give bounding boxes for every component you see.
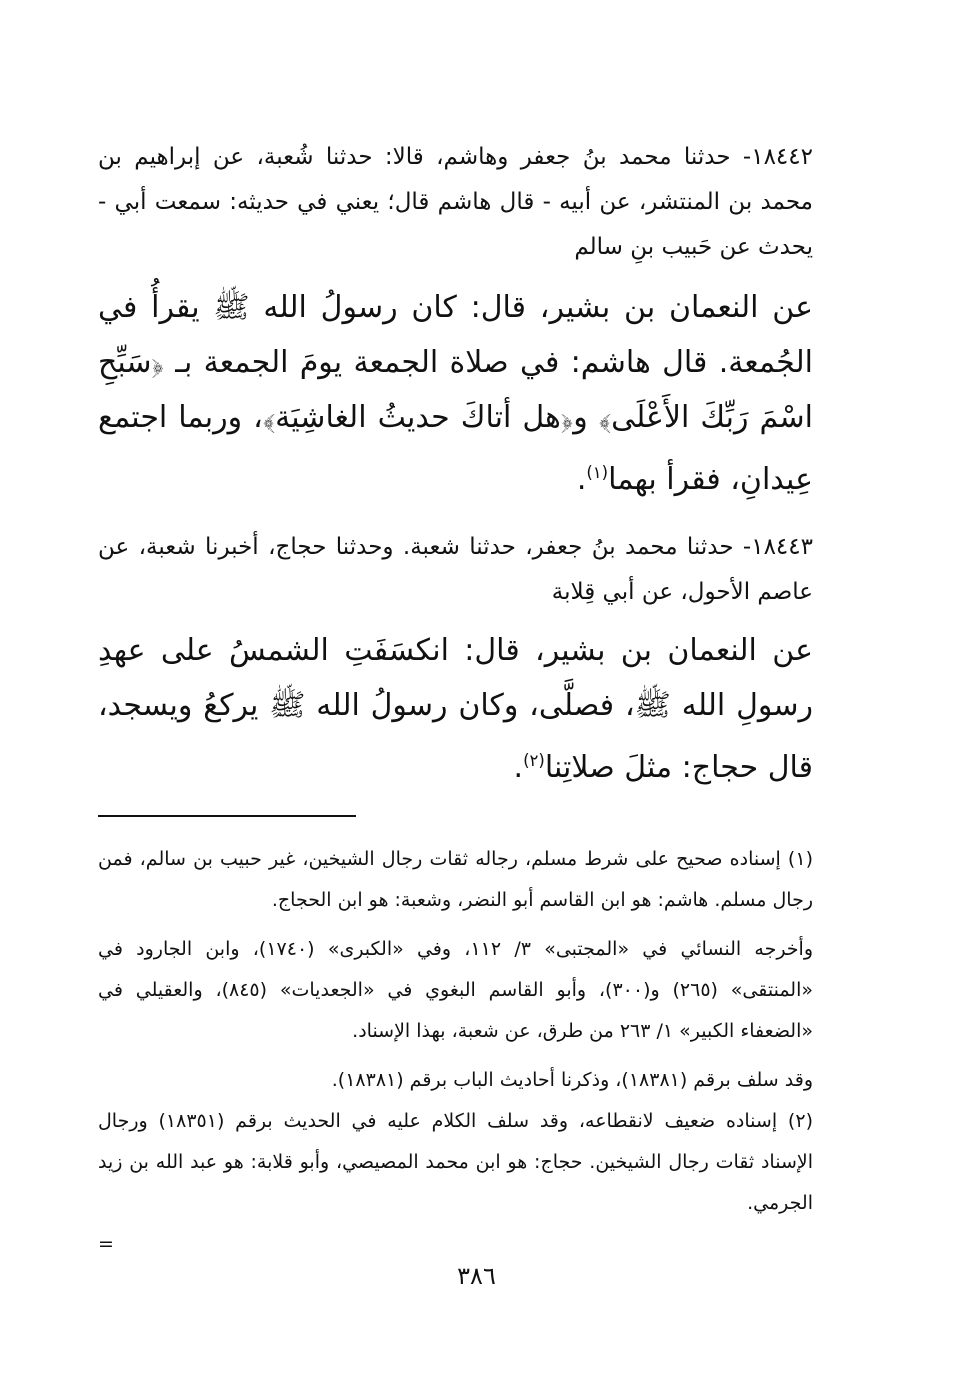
footnotes-section <box>98 839 813 1265</box>
footnote-ref-1[interactable]: (١) <box>586 463 609 482</box>
hadith-18443-matn: عن النعمان بن بشير، قال: انكسَفَتِ الشمسُ على عهدِ رسولِ الله ﷺ، فصلَّى، وكان رسولُ الله ﷺ يركعُ ويسجد، قال حجاج: مثلَ صلاتِنا$^{(٢)}$. <box>98 633 813 785</box>
footnote-continuation-mark: = <box>98 1233 114 1255</box>
page-number: ٣٨٦ <box>457 1262 496 1290</box>
hadith-18443-chain: ١٨٤٤٣- حدثنا محمد بنُ جعفر، حدثنا شعبة. وحدثنا حجاج، أخبرنا شعبة، عن عاصم الأحول، عن أبي قِلابة <box>98 534 813 605</box>
hadith-18443-text: عن النعمان بن بشير، قال: انكسَفَتِ الشمسُ على عهدِ رسولِ الله ﷺ، فصلَّى، وكان رسولُ الله ﷺ يركعُ ويسجد، قال حجاج: مثلَ صلاتِنا <box>98 633 813 785</box>
hadith-18442-text: عن النعمان بن بشير، قال: كان رسولُ الله ﷺ يقرأُ في الجُمعة. قال هاشم: في صلاة الجمعة يومَ الجمعة بـ ﴿سَبِّحِ اسْمَ رَبِّكَ الأَعْلَى﴾ و﴿هل أتاكَ حديثُ الغاشِيَة﴾، وربما اجتمع عِيدانِ، فقرأ بهما <box>98 290 813 497</box>
page-content <box>98 135 813 1335</box>
hadith-18442-matn: عن النعمان بن بشير، قال: كان رسولُ الله ﷺ يقرأُ في الجُمعة. قال هاشم: في صلاة الجمعة يومَ الجمعة بـ ﴿سَبِّحِ اسْمَ رَبِّكَ الأَعْلَى﴾ و﴿هل أتاكَ حديثُ الغاشِيَة﴾، وربما اجتمع عِيدانِ، فقرأ بهما$^{(١)}$. <box>98 290 813 497</box>
hadith-18442-chain: ١٨٤٤٢- حدثنا محمد بنُ جعفر وهاشم، قالا: حدثنا شُعبة، عن إبراهيم بن محمد بن المنتشر، عن أبيه - قال هاشم قال؛ يعني في حديثه: سمعت أبي - يحدث عن حَبيب بنِ سالم <box>98 144 813 260</box>
footnote-ref-2[interactable]: (٢) <box>523 751 545 770</box>
footnote-1-paragraph-3: وقد سلف برقم (١٨٣٨١)، وذكرنا أحاديث الباب برقم (١٨٣٨١). <box>331 1069 813 1091</box>
footnote-separator <box>98 815 356 817</box>
footnote-1-paragraph-2: وأخرجه النسائي في «المجتبى» ٣/ ١١٢، وفي «الكبرى» (١٧٤٠)، وابن الجارود في «المنتقى» (٢٦٥) و(٣٠٠)، وأبو القاسم البغوي في «الجعديات» (٨٤٥)، والعقيلي في «الضعفاء الكبير» ١/ ٢٦٣ من طرق، عن شعبة، بهذا الإسناد. <box>98 938 813 1042</box>
footnote-1-paragraph-1: (١) إسناده صحيح على شرط مسلم، رجاله ثقات رجال الشيخين، غير حبيب بن سالم، فمن رجال مسلم. هاشم: هو ابن القاسم أبو النضر، وشعبة: هو ابن الحجاج. <box>98 848 813 911</box>
footnote-2-paragraph-1: (٢) إسناده ضعيف لانقطاعه، وقد سلف الكلام عليه في الحديث برقم (١٨٣٥١) ورجال الإسناد ثقات رجال الشيخين. حجاج: هو ابن محمد المصيصي، وأبو قلابة: هو عبد الله بن زيد الجرمي. <box>98 1110 813 1214</box>
